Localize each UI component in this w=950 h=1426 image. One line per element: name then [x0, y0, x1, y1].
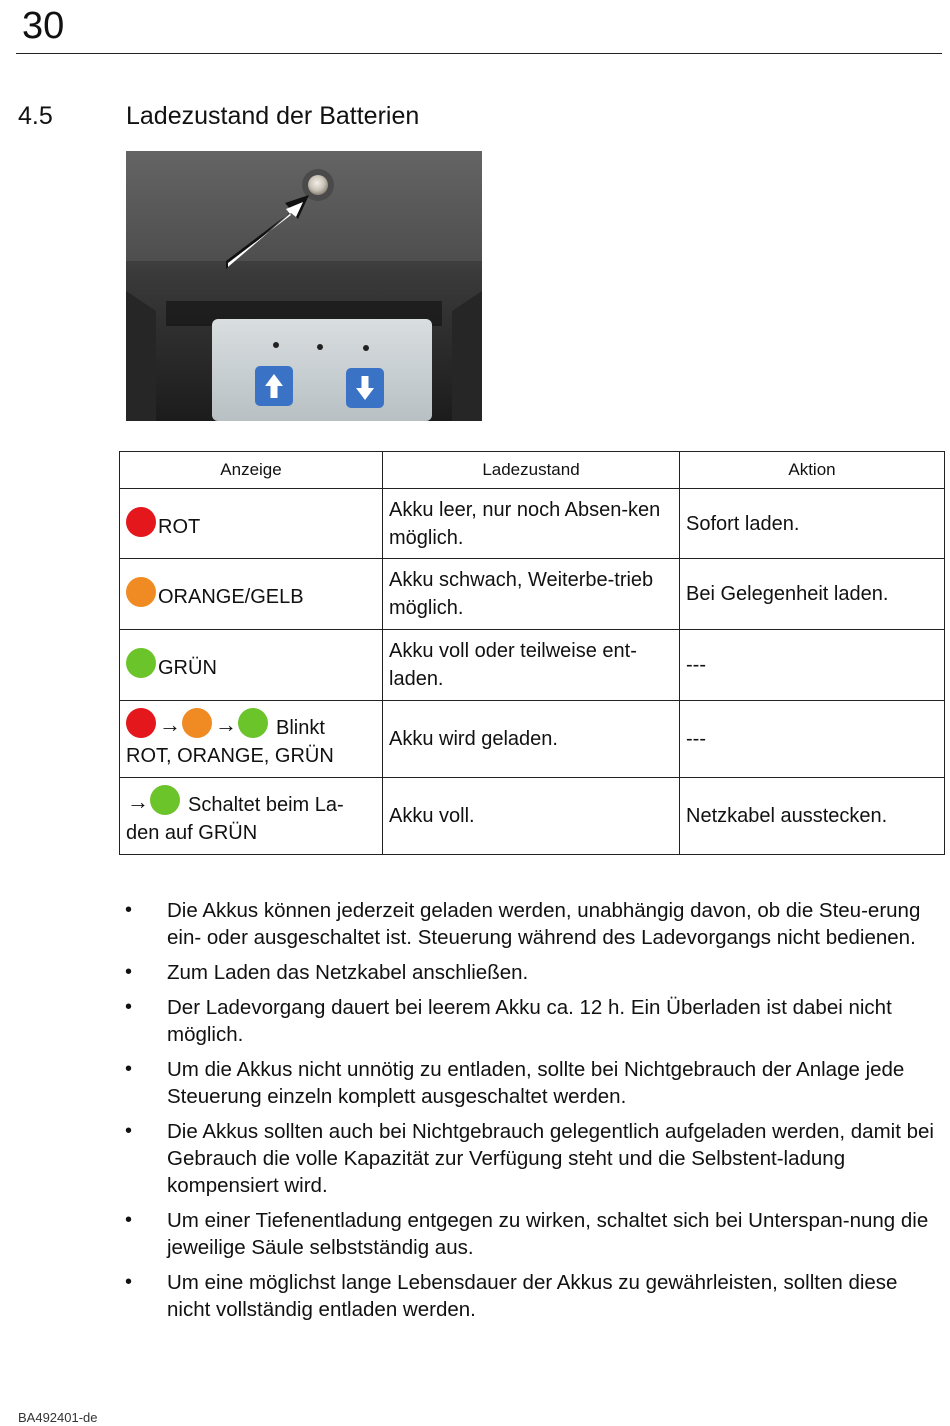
list-item: • Um eine möglichst lange Lebensdauer der Akkus zu gewährleisten, sollten diese nicht vollständig entladen werden. [120, 1269, 940, 1323]
instruction-list [120, 897, 940, 1331]
indicator-cell [120, 778, 383, 855]
action-cell: --- [680, 701, 945, 778]
indicator-cell [120, 559, 383, 630]
header-rule [16, 53, 942, 54]
green-light-icon [126, 648, 156, 678]
header-ladezustand: Ladezustand [383, 452, 680, 489]
indicator-text: den auf GRÜN [126, 822, 258, 844]
state-cell: Akku leer, nur noch Absen-ken möglich. [383, 489, 680, 559]
red-light-icon [126, 507, 156, 537]
arrow-right-icon: → [159, 712, 181, 737]
table-row [120, 559, 945, 630]
charge-status-table [119, 451, 945, 855]
header-aktion: Aktion [680, 452, 945, 489]
action-cell: Sofort laden. [680, 489, 945, 559]
orange-light-icon [126, 577, 156, 607]
state-cell: Akku schwach, Weiterbe-trieb möglich. [383, 559, 680, 630]
list-item: • Zum Laden das Netzkabel anschließen. [120, 959, 940, 986]
state-cell: Akku wird geladen. [383, 701, 680, 778]
arrow-right-icon: → [215, 712, 237, 737]
section-title: Ladezustand der Batterien [126, 102, 420, 130]
action-cell: Bei Gelegenheit laden. [680, 559, 945, 630]
green-light-icon [238, 708, 268, 738]
table-row [120, 489, 945, 559]
indicator-label: ROT [158, 515, 201, 538]
arrow-right-icon: → [127, 789, 149, 814]
indicator-label: Blinkt [276, 717, 325, 739]
document-code: BA492401-de [18, 1410, 98, 1425]
action-cell: --- [680, 630, 945, 701]
indicator-label: GRÜN [158, 657, 217, 679]
list-item: • Der Ladevorgang dauert bei leerem Akku ca. 12 h. Ein Überladen ist dabei nicht möglich. [120, 994, 940, 1048]
list-item: • Die Akkus können jederzeit geladen werden, unabhängig davon, ob die Steu-erung ein- oder ausgeschaltet ist. Steuerung während des Ladevorgangs nicht bedienen. [120, 897, 940, 951]
up-button-icon [255, 366, 293, 406]
red-light-icon [126, 708, 156, 738]
orange-light-icon [182, 708, 212, 738]
indicator-label: Schaltet beim La- [188, 794, 344, 816]
state-cell: Akku voll. [383, 778, 680, 855]
table-row [120, 630, 945, 701]
section-number: 4.5 [18, 102, 53, 130]
down-button-icon [346, 368, 384, 408]
indicator-cell [120, 630, 383, 701]
list-item: • Um einer Tiefenentladung entgegen zu wirken, schaltet sich bei Unterspan-nung die jeweilige Säule selbstständig aus. [120, 1207, 940, 1261]
page-number: 30 [22, 5, 65, 47]
indicator-cell [120, 701, 383, 778]
table-row [120, 778, 945, 855]
indicator-cell [120, 489, 383, 559]
green-light-icon [150, 785, 180, 815]
list-item: • Um die Akkus nicht unnötig zu entladen, sollte bei Nichtgebrauch der Anlage jede Steuerung einzeln komplett ausgeschaltet werden. [120, 1056, 940, 1110]
table-row [120, 701, 945, 778]
indicator-label: ORANGE/GELB [158, 586, 304, 608]
header-anzeige: Anzeige [120, 452, 383, 489]
indicator-text: ROT, ORANGE, GRÜN [126, 745, 334, 767]
table-header-row [120, 452, 945, 489]
action-cell: Netzkabel ausstecken. [680, 778, 945, 855]
control-unit-photo [126, 151, 482, 421]
state-cell: Akku voll oder teilweise ent-laden. [383, 630, 680, 701]
list-item: • Die Akkus sollten auch bei Nichtgebrauch gelegentlich aufgeladen werden, damit bei Gebrauch die volle Kapazität zur Verfügung steht und die Selbstent-ladung kompensiert wird. [120, 1118, 940, 1199]
